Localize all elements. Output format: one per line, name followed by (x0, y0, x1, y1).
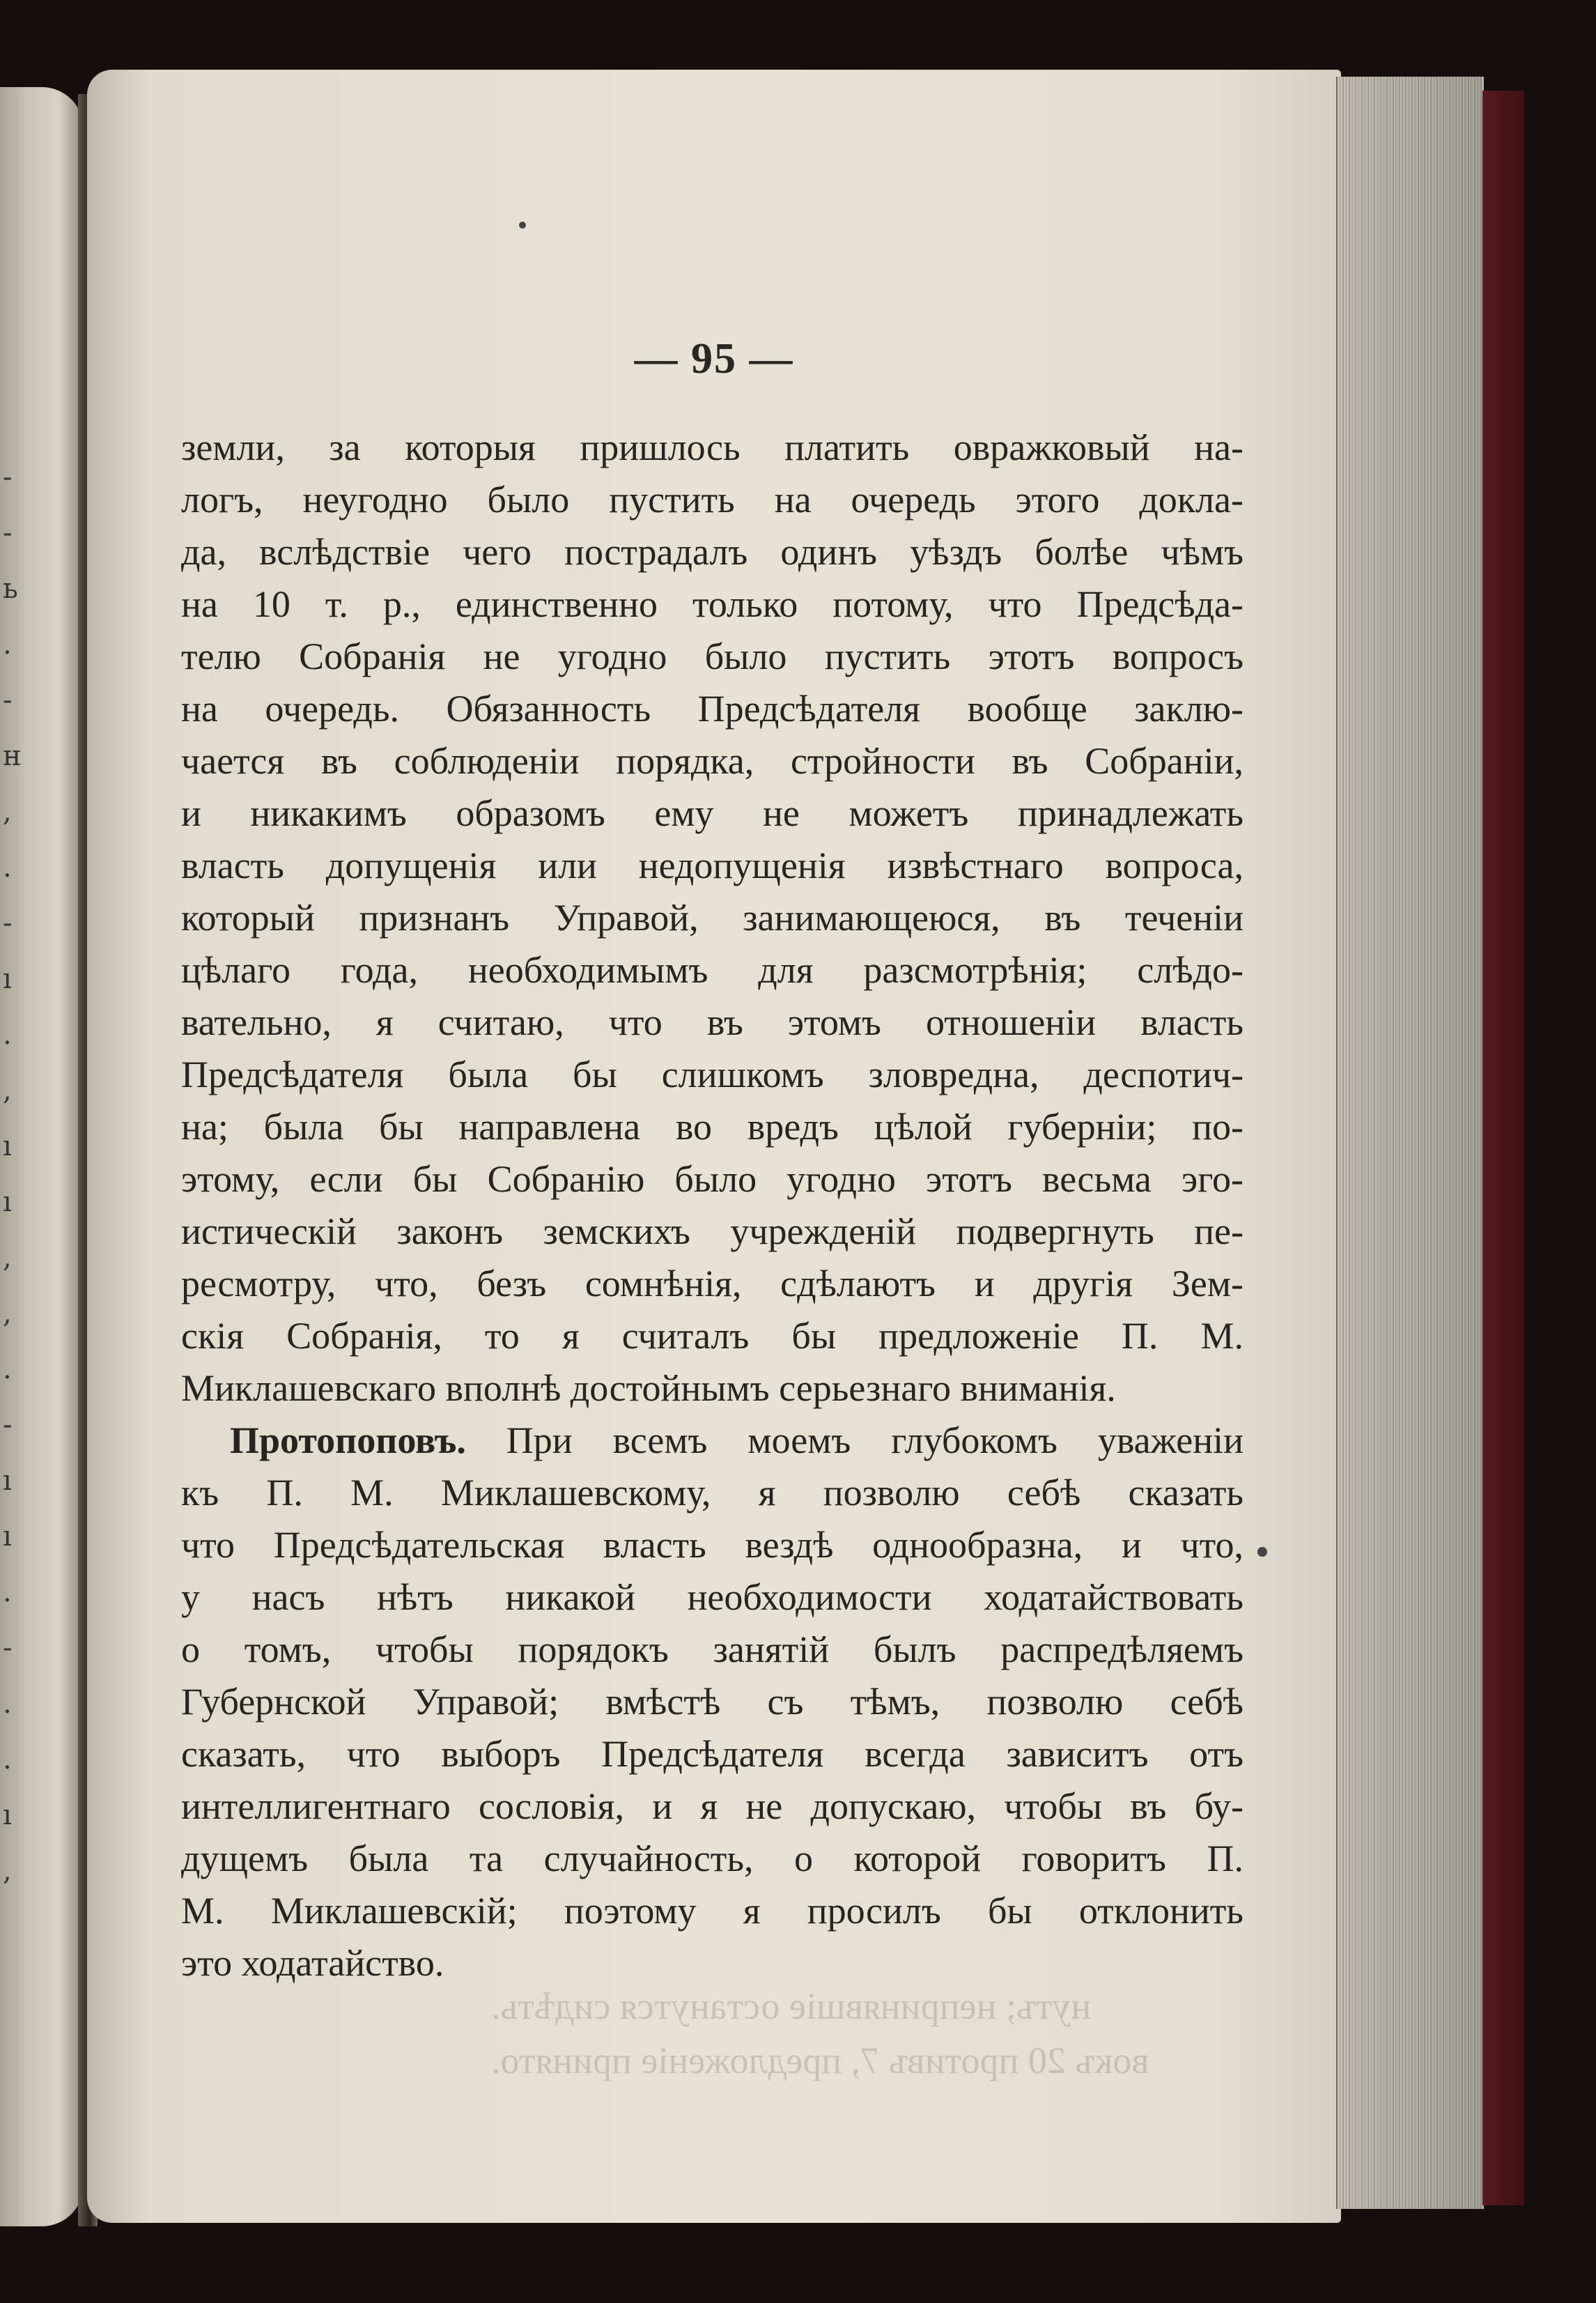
text-line: который признанъ Управой, занимающеюся, въ теченіи (181, 897, 1244, 939)
speech-opening-text: При всемъ моемъ глубокомъ уваженіи (465, 1419, 1244, 1461)
text-line: Миклашевскаго вполнѣ достойнымъ серьезнаго вниманія. (181, 1367, 1116, 1409)
margin-glyph: ı (3, 963, 12, 995)
text-line: цѣлаго года, необходимымъ для разсмотрѣнія; слѣдо- (181, 949, 1244, 991)
text-line: сказать, что выборъ Предсѣдателя всегда зависитъ отъ (181, 1733, 1244, 1775)
margin-glyph: , (3, 1855, 12, 1887)
text-line: власть допущенія или недопущенія извѣстнаго вопроса, (181, 845, 1244, 886)
margin-glyph: . (3, 629, 12, 661)
margin-glyph: . (3, 1353, 12, 1385)
text-line: о томъ, чтобы порядокъ занятій былъ распредѣляемъ (181, 1628, 1244, 1670)
margin-glyph: ı (3, 1186, 12, 1218)
margin-glyph: . (3, 852, 12, 884)
speaker-name: Протопоповъ. (230, 1419, 466, 1461)
show-through-text (491, 1979, 1149, 2088)
speech-opening-line (181, 1415, 1244, 1467)
margin-glyph: . (3, 1688, 12, 1720)
text-line: вательно, я считаю, что въ этомъ отношеніи власть (181, 1001, 1244, 1043)
body-text (181, 422, 1244, 1989)
margin-glyph: - (3, 461, 13, 493)
margin-glyph: ь (3, 573, 18, 605)
left-page-edge (0, 87, 84, 2226)
page-block-shadow (1336, 77, 1482, 2209)
show-through-line: вокъ 20 противъ 7, предложеніе принято. (491, 2040, 1149, 2081)
margin-glyph: - (3, 1632, 13, 1664)
margin-glyph: - (3, 1409, 13, 1441)
margin-glyph: ı (3, 1465, 12, 1497)
text-line: у насъ нѣтъ никакой необходимости ходатайствовать (181, 1576, 1244, 1618)
margin-glyph: . (3, 1576, 12, 1608)
text-line: что Предсѣдательская власть вездѣ однообразна, и что, (181, 1524, 1244, 1566)
margin-glyph: , (3, 796, 12, 828)
margin-glyph: - (3, 517, 13, 549)
text-line: интеллигентнаго сословія, и я не допускаю, чтобы въ бу- (181, 1785, 1244, 1827)
margin-glyph: - (3, 684, 13, 716)
text-line: да, вслѣдствіе чего пострадалъ одинъ уѣздъ болѣе чѣмъ (181, 531, 1244, 573)
text-line: и никакимъ образомъ ему не можетъ принадлежать (181, 792, 1244, 834)
text-line: телю Собранія не угодно было пустить этотъ вопросъ (181, 636, 1244, 677)
text-line: это ходатайство. (181, 1942, 444, 1984)
page-number: — 95 — (634, 335, 794, 383)
margin-glyph: - (3, 907, 13, 939)
margin-glyph: , (3, 1242, 12, 1274)
margin-glyph: , (3, 1297, 12, 1330)
text-line: этому, если бы Собранію было угодно этотъ весьма эго- (181, 1158, 1244, 1200)
margin-glyph: . (3, 1743, 12, 1776)
show-through-line: нутъ; непринявшіе останутся сидѣть. (491, 1985, 1092, 2027)
margin-glyph: . (3, 1019, 12, 1051)
text-line: на; была бы направлена во вредъ цѣлой губерніи; по- (181, 1106, 1244, 1148)
text-line: чается въ соблюденіи порядка, стройности въ Собраніи, (181, 740, 1244, 782)
left-page-margin-glyphs (3, 463, 24, 2066)
margin-glyph: н (3, 740, 22, 772)
text-line: на очередь. Обязанность Предсѣдателя вообще заклю- (181, 688, 1244, 730)
margin-glyph: ı (3, 1130, 12, 1162)
text-line: истическій законъ земскихъ учрежденій подвергнуть пе- (181, 1210, 1244, 1252)
text-line: дущемъ была та случайность, о которой говоритъ П. (181, 1838, 1244, 1879)
text-line: Предсѣдателя была бы слишкомъ зловредна, деспотич- (181, 1054, 1244, 1095)
book-cover-edge (1482, 91, 1524, 2205)
text-line: логъ, неугодно было пустить на очередь этого докла- (181, 479, 1244, 521)
margin-glyph: ı (3, 1799, 12, 1831)
text-line: скія Собранія, то я считалъ бы предложеніе П. М. (181, 1315, 1244, 1357)
text-line: Губернской Управой; вмѣстѣ съ тѣмъ, позволю себѣ (181, 1681, 1244, 1723)
margin-glyph: ı (3, 1520, 12, 1553)
text-line: къ П. М. Миклашевскому, я позволю себѣ сказать (181, 1472, 1244, 1513)
paper-speck (519, 222, 526, 229)
text-line: на 10 т. р., единственно только потому, что Предсѣда- (181, 583, 1244, 625)
margin-glyph: , (3, 1075, 12, 1107)
text-line: М. Миклашевскій; поэтому я просилъ бы отклонить (181, 1890, 1244, 1932)
paper-speck (1257, 1547, 1267, 1557)
text-line: ресмотру, что, безъ сомнѣнія, сдѣлаютъ и другія Зем- (181, 1263, 1244, 1304)
text-line: земли, за которыя пришлось платить овражковый на- (181, 426, 1244, 468)
right-page (87, 70, 1341, 2223)
